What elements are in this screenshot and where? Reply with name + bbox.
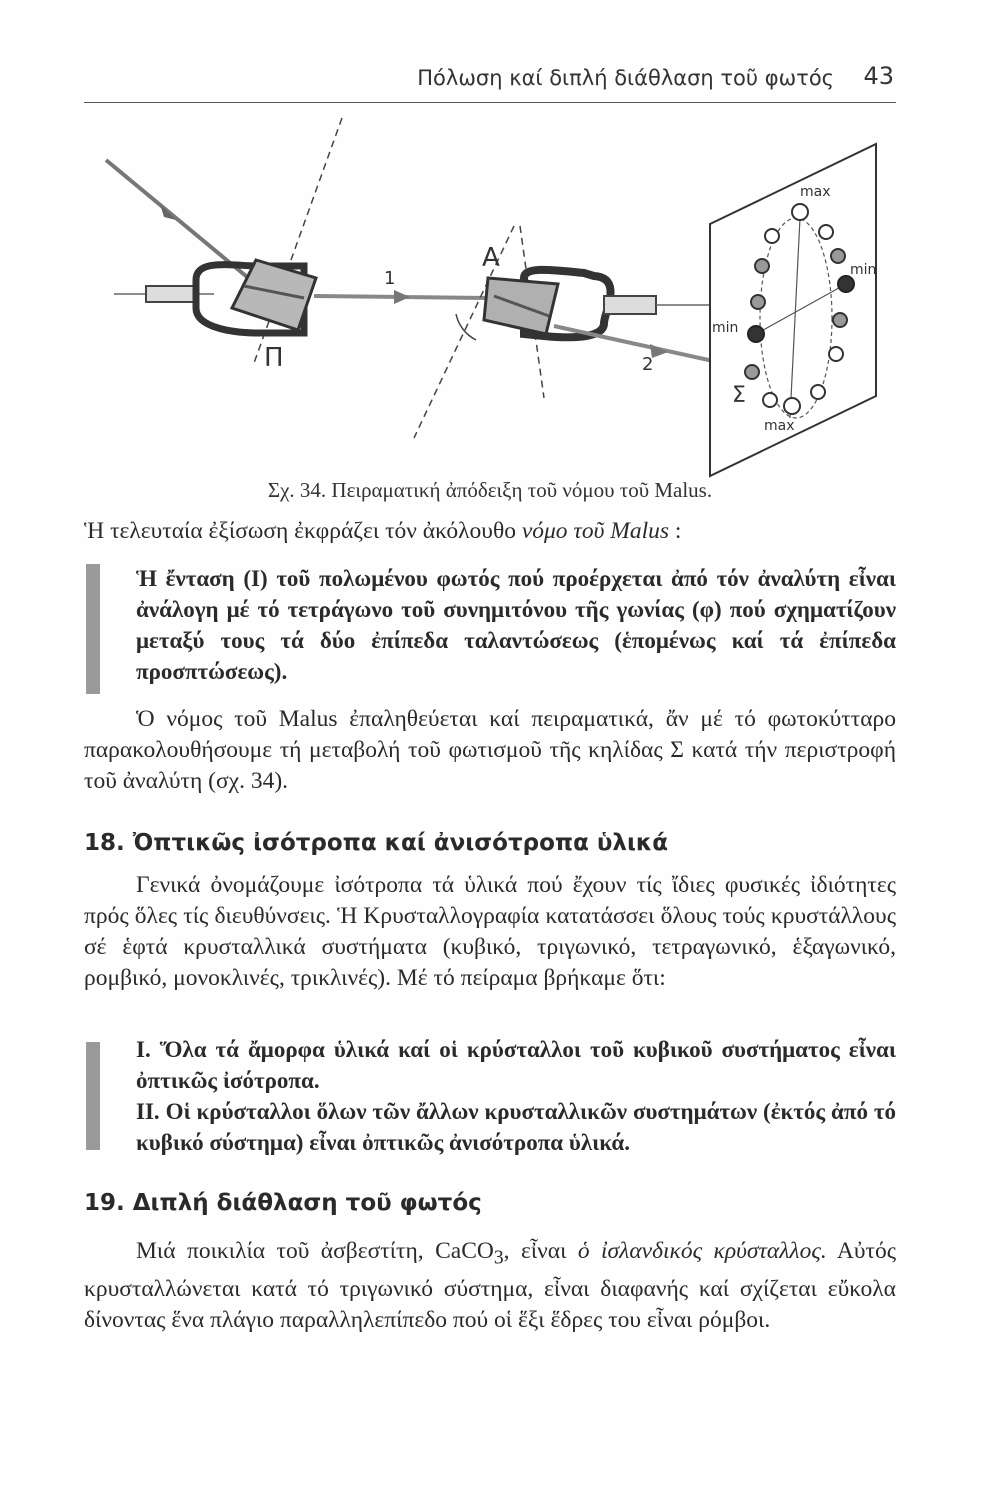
intro-suffix: :	[669, 518, 682, 544]
label-ray2: 2	[642, 354, 654, 375]
s19-part2: , εἶναι	[503, 1238, 578, 1264]
spot	[829, 347, 843, 361]
section-19-heading: 19. Διπλή διάθλαση τοῦ φωτός	[84, 1190, 482, 1216]
s19-part3: Αὐτός κρυσταλλώνεται κατά τό τριγωνικό σύστημα, εἶναι διαφανής καί σχίζεται εὔκολα δίνοντας ἕνα πλάγιο παραλληλεπίπεδο πού οἱ ἕξι ἕδρες του εἶναι ρόμβοι.	[84, 1238, 896, 1333]
spot	[831, 249, 845, 263]
spot	[792, 204, 808, 220]
rule-1	[136, 1034, 896, 1096]
label-min-right: min	[850, 262, 877, 278]
intro-italic: νόμο τοῦ Malus	[521, 518, 670, 544]
malus-law-statement: Ἡ ἔνταση (I) τοῦ πολωμένου φωτός πού προέρχεται ἀπό τόν ἀναλύτη εἶναι ἀνάλογη μέ τό τετράγωνο τοῦ συνημιτόνου τῆς γωνίας (φ) πού σχηματίζουν μεταξύ τους τά δύο ἐπίπεδα ταλαντώσεως (ἑπομένως καί τά ἐπίπεδα προσπτώσεως).	[136, 566, 896, 684]
polarizer-tube-stub	[146, 286, 196, 302]
intro-line	[84, 516, 896, 547]
s19-chem: CaCO	[435, 1238, 494, 1264]
rule-2	[136, 1096, 896, 1158]
running-header	[84, 62, 896, 103]
section-18-paragraph: Γενικά ὀνομάζουμε ἰσότροπα τά ὑλικά πού ἔχουν τίς ἴδιες φυσικές ἰδιότητες πρός ὅλες τίς διευθύνσεις. Ἡ Κρυσταλλογραφία κατατάσσει ὅλους τούς κρυστάλλους σέ ἑφτά κρυσταλλικά συστήματα (κυβικό, τριγωνικό, τετραγωνικό, ἑξαγωνικό, ρομβικό, μονοκλινές, τρικλινές). Μέ τό πείραμα βρήκαμε ὅτι:	[84, 872, 896, 991]
section-18-heading: 18. Ὀπτικῶς ἰσότροπα καί ἀνισότροπα ὑλικά	[84, 830, 669, 856]
rules-marker-bar	[86, 1042, 100, 1150]
spot	[755, 259, 769, 273]
spot	[745, 365, 759, 379]
spot	[748, 326, 764, 342]
analyzer-tube-stub	[604, 296, 656, 314]
incident-ray	[106, 160, 264, 291]
label-screen: Σ	[732, 383, 746, 408]
label-ray1: 1	[384, 268, 396, 289]
ray1-arrow	[394, 290, 410, 304]
section-19-paragraph	[84, 1236, 896, 1336]
rule-1-number: I.	[136, 1037, 151, 1062]
label-min-left: min	[712, 320, 739, 336]
running-title: Πόλωση καί διπλή διάθλαση τοῦ φωτός	[417, 66, 834, 90]
label-max-bottom: max	[764, 418, 795, 434]
spot	[811, 385, 825, 399]
s19-sub: 3	[493, 1247, 504, 1269]
spot	[819, 225, 833, 239]
label-max-top: max	[800, 184, 831, 200]
rule-2-text: Οἱ κρύσταλλοι ὅλων τῶν ἄλλων κρυσταλλικῶν συστημάτων (ἐκτός ἀπό τό κυβικό σύστημα) εἶναι ὀπτικῶς ἀνισότροπα ὑλικά.	[136, 1099, 896, 1155]
malus-experiment-figure	[84, 108, 904, 478]
spot	[784, 398, 800, 414]
law-marker-bar	[86, 564, 100, 694]
figure-caption: Σχ. 34. Πειραματική ἀπόδειξη τοῦ νόμου τοῦ Malus.	[267, 478, 713, 502]
s19-italic: ὁ ἰσλανδικός κρύσταλλος.	[577, 1238, 827, 1264]
rule-2-number: II.	[136, 1099, 160, 1124]
spot	[838, 276, 854, 292]
intro-prefix: Ἡ τελευταία ἐξίσωση ἐκφράζει τόν ἀκόλουθο	[84, 518, 522, 544]
spot	[833, 313, 847, 327]
label-analyzer: Α	[482, 243, 500, 273]
spot	[765, 229, 779, 243]
page-number: 43	[863, 62, 894, 90]
rule-1-text: Ὅλα τά ἄμορφα ὑλικά καί οἱ κρύσταλλοι τοῦ κυβικοῦ συστήματος εἶναι ὀπτικῶς ἰσότροπα.	[136, 1037, 897, 1093]
verification-paragraph: Ὁ νόμος τοῦ Malus ἐπαληθεύεται καί πειραματικά, ἄν μέ τό φωτοκύτταρο παρακολουθήσουμε τή μεταβολή τοῦ φωτισμοῦ τῆς κηλίδας Σ κατά τήν περιστροφή τοῦ ἀναλύτη (σχ. 34).	[84, 706, 896, 794]
label-polarizer: Π	[264, 343, 284, 373]
spot	[763, 393, 777, 407]
spot	[751, 295, 765, 309]
incident-ray-arrow	[160, 204, 176, 220]
s19-part1: Μιά ποικιλία τοῦ ἀσβεστίτη,	[136, 1238, 436, 1264]
